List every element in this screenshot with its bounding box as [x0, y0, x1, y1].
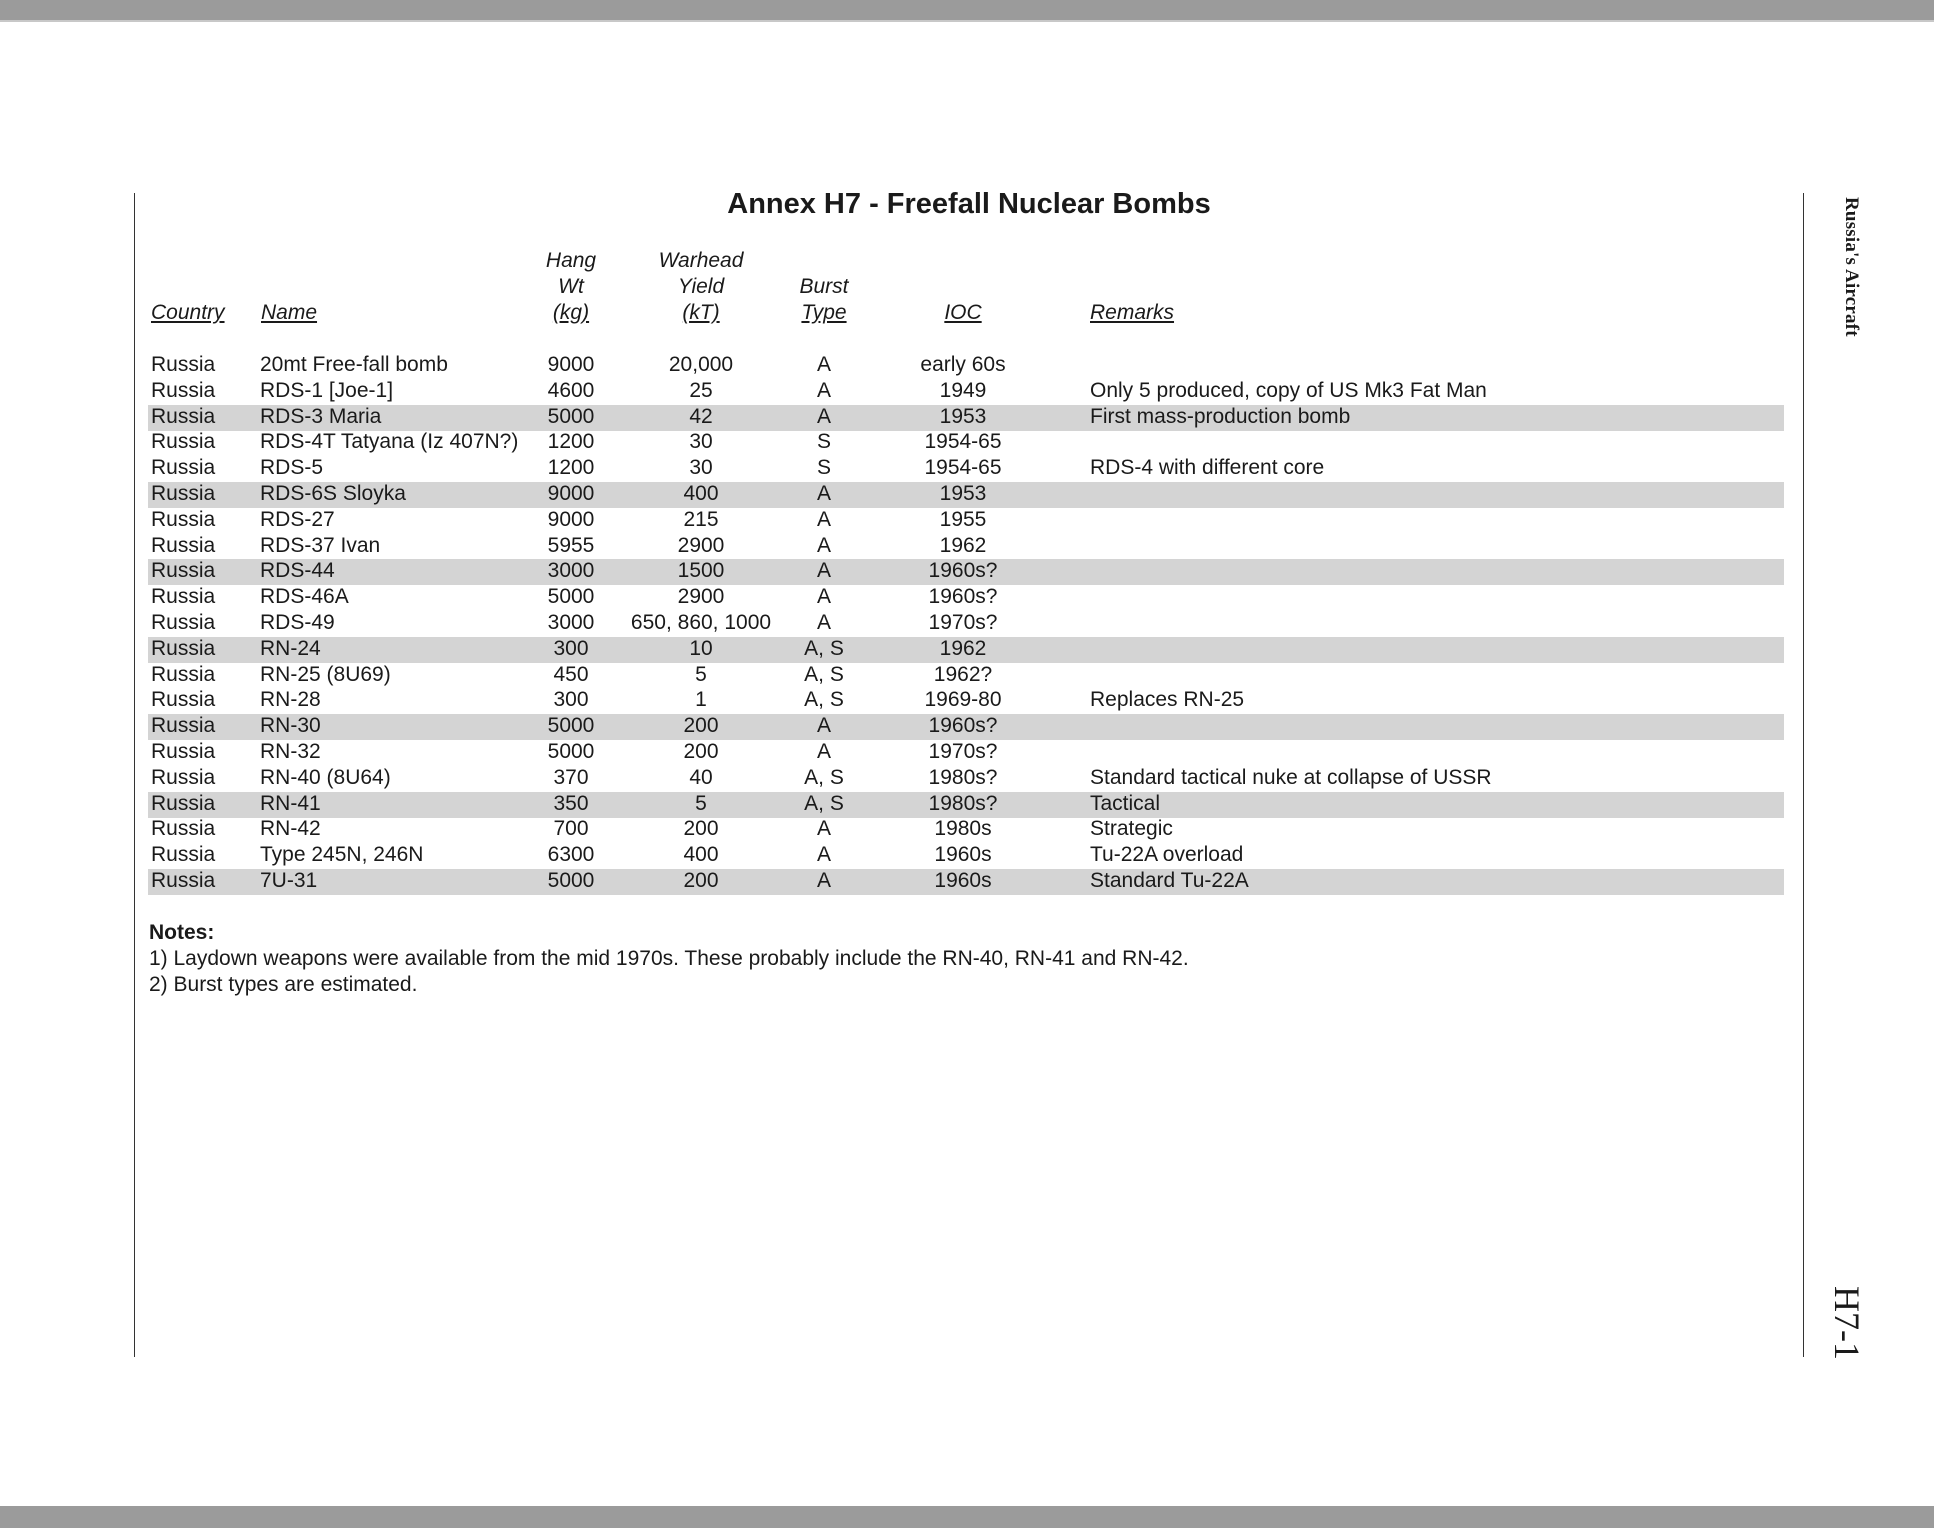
cell-burst-type: A [816, 405, 832, 428]
header-yield-line2: Yield [677, 275, 725, 298]
cell-yield: 1 [695, 688, 707, 711]
cell-yield: 215 [683, 508, 719, 531]
cell-name: RDS-44 [260, 559, 335, 582]
cell-ioc: 1962 [939, 637, 987, 660]
cell-remarks: Only 5 produced, copy of US Mk3 Fat Man [1090, 379, 1487, 402]
notes-section [149, 920, 1189, 998]
cell-country: Russia [151, 379, 216, 402]
cell-yield: 5 [695, 663, 707, 686]
cell-ioc: 1960s [934, 869, 992, 892]
cell-ioc: 1980s? [928, 766, 998, 789]
cell-country: Russia [151, 456, 216, 479]
header-ioc: IOC [944, 301, 982, 324]
cell-hang-wt: 370 [553, 766, 589, 789]
notes-heading: Notes: [149, 921, 215, 944]
page-title: Annex H7 - Freefall Nuclear Bombs [727, 188, 1211, 220]
cell-yield: 650, 860, 1000 [630, 611, 772, 634]
cell-hang-wt: 9000 [547, 482, 595, 505]
cell-name: RDS-3 Maria [260, 405, 382, 428]
cell-name: RN-40 (8U64) [260, 766, 391, 789]
cell-burst-type: A [816, 817, 832, 840]
cell-hang-wt: 700 [553, 817, 589, 840]
cell-name: RN-42 [260, 817, 321, 840]
cell-hang-wt: 9000 [547, 508, 595, 531]
cell-name: RDS-49 [260, 611, 335, 634]
cell-country: Russia [151, 688, 216, 711]
cell-hang-wt: 3000 [547, 559, 595, 582]
cell-country: Russia [151, 817, 216, 840]
cell-yield: 30 [689, 456, 713, 479]
cell-name: RN-24 [260, 637, 321, 660]
cell-country: Russia [151, 482, 216, 505]
cell-name: 20mt Free-fall bomb [260, 353, 448, 376]
cell-yield: 1500 [677, 559, 725, 582]
cell-country: Russia [151, 792, 216, 815]
cell-name: RDS-27 [260, 508, 335, 531]
cell-yield: 200 [683, 714, 719, 737]
cell-hang-wt: 5000 [547, 869, 595, 892]
note-item: 1) Laydown weapons were available from the mid 1970s. These probably include the RN-40, RN-41 and RN-42. [149, 947, 1189, 970]
cell-hang-wt: 300 [553, 688, 589, 711]
cell-remarks: Tu-22A overload [1090, 843, 1244, 866]
cell-yield: 42 [689, 405, 713, 428]
cell-remarks: Standard tactical nuke at collapse of USSR [1090, 766, 1492, 789]
cell-ioc: 1960s? [928, 714, 998, 737]
cell-name: RN-32 [260, 740, 321, 763]
cell-country: Russia [151, 585, 216, 608]
cell-name: RN-25 (8U69) [260, 663, 391, 686]
cell-ioc: 1960s [934, 843, 992, 866]
cell-name: RDS-37 Ivan [260, 534, 381, 557]
cell-country: Russia [151, 430, 216, 453]
cell-burst-type: A, S [804, 792, 844, 815]
cell-burst-type: A [816, 379, 832, 402]
cell-burst-type: A [816, 559, 832, 582]
cell-name: RN-41 [260, 792, 321, 815]
cell-ioc: 1969-80 [924, 688, 1002, 711]
cell-ioc: 1980s? [928, 792, 998, 815]
cell-ioc: 1954-65 [924, 430, 1002, 453]
cell-yield: 200 [683, 817, 719, 840]
cell-ioc: 1953 [939, 482, 987, 505]
cell-burst-type: A, S [804, 637, 844, 660]
cell-remarks: First mass-production bomb [1090, 405, 1351, 428]
cell-ioc: 1955 [939, 508, 987, 531]
header-country: Country [151, 301, 225, 324]
cell-country: Russia [151, 740, 216, 763]
cell-hang-wt: 5000 [547, 405, 595, 428]
top-border-line [0, 20, 1934, 22]
cell-burst-type: A [816, 611, 832, 634]
header-burst-line1: Burst [799, 275, 849, 298]
cell-country: Russia [151, 405, 216, 428]
cell-yield: 40 [689, 766, 713, 789]
cell-name: RN-30 [260, 714, 321, 737]
cell-hang-wt: 5000 [547, 714, 595, 737]
cell-hang-wt: 5000 [547, 740, 595, 763]
cell-name: RDS-6S Sloyka [260, 482, 406, 505]
cell-name: 7U-31 [260, 869, 318, 892]
bottom-border-band [0, 1506, 1934, 1528]
cell-hang-wt: 300 [553, 637, 589, 660]
cell-burst-type: S [816, 456, 832, 479]
cell-yield: 2900 [677, 534, 725, 557]
header-hang-line3: (kg) [552, 301, 590, 324]
cell-name: RDS-5 [260, 456, 324, 479]
cell-yield: 20,000 [668, 353, 734, 376]
cell-burst-type: S [816, 430, 832, 453]
cell-ioc: 1960s? [928, 559, 998, 582]
note-item: 2) Burst types are estimated. [149, 973, 418, 996]
cell-country: Russia [151, 559, 216, 582]
cell-yield: 400 [683, 843, 719, 866]
cell-country: Russia [151, 353, 216, 376]
cell-hang-wt: 1200 [547, 456, 595, 479]
cell-ioc: 1960s? [928, 585, 998, 608]
cell-country: Russia [151, 611, 216, 634]
cell-yield: 30 [689, 430, 713, 453]
cell-country: Russia [151, 714, 216, 737]
cell-yield: 2900 [677, 585, 725, 608]
cell-name: RDS-4T Tatyana (Iz 407N?) [260, 430, 519, 453]
cell-country: Russia [151, 637, 216, 660]
left-margin-rule [134, 193, 135, 1357]
cell-burst-type: A, S [804, 766, 844, 789]
cell-country: Russia [151, 534, 216, 557]
cell-yield: 200 [683, 740, 719, 763]
cell-country: Russia [151, 869, 216, 892]
cell-remarks: RDS-4 with different core [1090, 456, 1325, 479]
cell-yield: 25 [689, 379, 713, 402]
cell-burst-type: A [816, 585, 832, 608]
cell-country: Russia [151, 843, 216, 866]
cell-burst-type: A [816, 482, 832, 505]
cell-ioc: 1970s? [928, 740, 998, 763]
cell-remarks: Tactical [1090, 792, 1161, 815]
cell-name: RN-28 [260, 688, 321, 711]
cell-burst-type: A [816, 534, 832, 557]
cell-remarks: Replaces RN-25 [1090, 688, 1245, 711]
cell-country: Russia [151, 508, 216, 531]
cell-ioc: 1962? [933, 663, 993, 686]
header-hang-line1: Hang [545, 249, 597, 272]
header-hang-line2: Wt [558, 275, 584, 298]
cell-hang-wt: 5000 [547, 585, 595, 608]
cell-yield: 200 [683, 869, 719, 892]
cell-burst-type: A [816, 714, 832, 737]
cell-burst-type: A [816, 353, 832, 376]
cell-ioc: 1970s? [928, 611, 998, 634]
right-margin-rule [1803, 193, 1804, 1357]
page-number: H7-1 [1827, 1286, 1867, 1360]
cell-name: Type 245N, 246N [260, 843, 424, 866]
cell-ioc: 1953 [939, 405, 987, 428]
cell-burst-type: A [816, 740, 832, 763]
cell-yield: 10 [689, 637, 713, 660]
cell-ioc: early 60s [920, 353, 1006, 376]
header-name: Name [261, 301, 318, 324]
cell-remarks: Strategic [1090, 817, 1173, 840]
header-burst-line2: Type [801, 301, 847, 324]
cell-burst-type: A [816, 843, 832, 866]
cell-ioc: 1949 [939, 379, 987, 402]
cell-hang-wt: 5955 [547, 534, 595, 557]
cell-hang-wt: 4600 [547, 379, 595, 402]
cell-burst-type: A [816, 508, 832, 531]
cell-hang-wt: 9000 [547, 353, 595, 376]
header-yield-line3: (kT) [682, 301, 720, 324]
cell-hang-wt: 450 [553, 663, 589, 686]
cell-yield: 5 [695, 792, 707, 815]
header-remarks: Remarks [1090, 301, 1175, 324]
cell-hang-wt: 6300 [547, 843, 595, 866]
cell-hang-wt: 350 [553, 792, 589, 815]
cell-ioc: 1954-65 [924, 456, 1002, 479]
cell-name: RDS-1 [Joe-1] [260, 379, 394, 402]
top-border-band [0, 0, 1934, 20]
header-yield-line1: Warhead [658, 249, 744, 272]
cell-country: Russia [151, 663, 216, 686]
cell-ioc: 1962 [939, 534, 987, 557]
cell-burst-type: A, S [804, 663, 844, 686]
cell-hang-wt: 1200 [547, 430, 595, 453]
cell-burst-type: A [816, 869, 832, 892]
cell-name: RDS-46A [260, 585, 349, 608]
cell-burst-type: A, S [804, 688, 844, 711]
cell-remarks: Standard Tu-22A [1090, 869, 1249, 892]
cell-hang-wt: 3000 [547, 611, 595, 634]
cell-yield: 400 [683, 482, 719, 505]
cell-country: Russia [151, 766, 216, 789]
running-header: Russia's Aircraft [1841, 197, 1862, 337]
cell-ioc: 1980s [934, 817, 992, 840]
